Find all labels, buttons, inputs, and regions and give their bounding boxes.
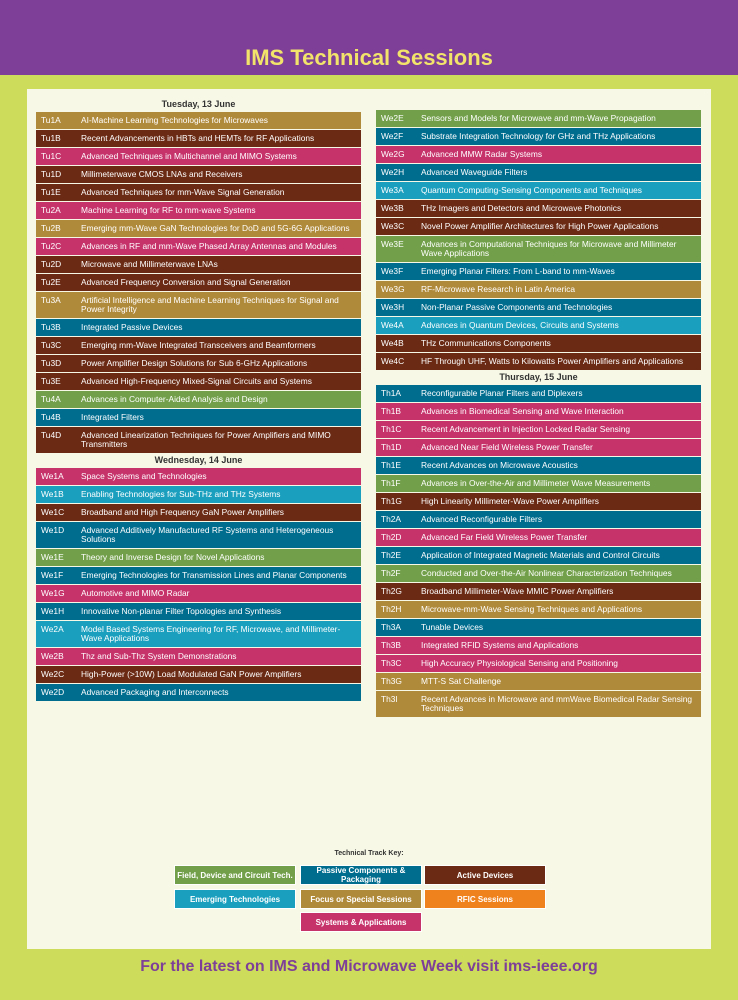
session-row bbox=[376, 691, 701, 717]
track-key-focus: Focus or Special Sessions bbox=[300, 889, 422, 909]
session-title: Enabling Technologies for Sub-THz and THz Systems bbox=[81, 489, 281, 499]
session-title: HF Through UHF, Watts to Kilowatts Power Amplifiers and Applications bbox=[421, 356, 684, 366]
session-title: Emerging mm-Wave Integrated Transceivers and Beamformers bbox=[81, 340, 316, 350]
session-title: Recent Advancements in HBTs and HEMTs for RF Applications bbox=[81, 133, 315, 143]
session-code: We4C bbox=[381, 356, 405, 366]
session-code: Tu1D bbox=[41, 169, 62, 179]
session-row bbox=[36, 355, 361, 372]
session-code: We2D bbox=[41, 687, 65, 697]
session-title: Reconfigurable Planar Filters and Diplexers bbox=[421, 388, 583, 398]
session-title: Thz and Sub-Thz System Demonstrations bbox=[81, 651, 237, 661]
session-row bbox=[376, 403, 701, 420]
session-code: Th1B bbox=[381, 406, 402, 416]
session-row bbox=[36, 220, 361, 237]
session-row bbox=[376, 182, 701, 199]
session-row bbox=[36, 648, 361, 665]
session-row bbox=[376, 601, 701, 618]
session-title: Conducted and Over-the-Air Nonlinear Characterization Techniques bbox=[421, 568, 672, 578]
session-code: Th1A bbox=[381, 388, 402, 398]
session-code: Th3A bbox=[381, 622, 402, 632]
session-code: We1A bbox=[41, 471, 64, 481]
session-row bbox=[36, 202, 361, 219]
session-row bbox=[36, 130, 361, 147]
session-title: Sensors and Models for Microwave and mm-Wave Propagation bbox=[421, 113, 656, 123]
session-row bbox=[36, 391, 361, 408]
session-title: Integrated RFID Systems and Applications bbox=[421, 640, 579, 650]
session-code: We4B bbox=[381, 338, 404, 348]
track-key-title: Technical Track Key: bbox=[334, 850, 404, 857]
track-key-rfic: RFIC Sessions bbox=[424, 889, 546, 909]
session-title: High Linearity Millimeter-Wave Power Amplifiers bbox=[421, 496, 599, 506]
session-code: We2F bbox=[381, 131, 404, 141]
session-title: Advances in Computer-Aided Analysis and Design bbox=[81, 394, 268, 404]
session-row bbox=[376, 583, 701, 600]
session-row bbox=[36, 684, 361, 701]
session-title: Integrated Filters bbox=[81, 412, 144, 422]
session-code: We3H bbox=[381, 302, 405, 312]
session-row bbox=[376, 281, 701, 298]
session-row bbox=[376, 110, 701, 127]
session-code: We3A bbox=[381, 185, 404, 195]
session-row bbox=[376, 164, 701, 181]
session-code: Tu2E bbox=[41, 277, 61, 287]
session-row bbox=[376, 619, 701, 636]
session-code: Tu3D bbox=[41, 358, 62, 368]
session-row bbox=[376, 565, 701, 582]
session-row bbox=[376, 128, 701, 145]
session-title: Advanced Far Field Wireless Power Transfer bbox=[421, 532, 588, 542]
session-code: We4A bbox=[381, 320, 404, 330]
session-title: Advanced Near Field Wireless Power Transfer bbox=[421, 442, 593, 452]
session-title: Advances in Over-the-Air and Millimeter Wave Measurements bbox=[421, 478, 651, 488]
session-title: Microwave and Millimeterwave LNAs bbox=[81, 259, 218, 269]
session-row bbox=[376, 263, 701, 280]
session-code: We1E bbox=[41, 552, 64, 562]
session-code: Th2G bbox=[381, 586, 402, 596]
session-title: Recent Advancement in Injection Locked Radar Sensing bbox=[421, 424, 631, 434]
session-row bbox=[36, 427, 361, 453]
session-row bbox=[36, 409, 361, 426]
session-code: We1F bbox=[41, 570, 64, 580]
session-title: Advanced Techniques in Multichannel and MIMO Systems bbox=[81, 151, 297, 161]
session-row bbox=[376, 637, 701, 654]
session-code: Tu3B bbox=[41, 322, 61, 332]
session-title: MTT-S Sat Challenge bbox=[421, 676, 502, 686]
session-row bbox=[376, 421, 701, 438]
session-code: Tu3C bbox=[41, 340, 62, 350]
session-title: Space Systems and Technologies bbox=[81, 471, 207, 481]
session-title: High-Power (>10W) Load Modulated GaN Power Amplifiers bbox=[81, 669, 302, 679]
session-title: Automotive and MIMO Radar bbox=[81, 588, 190, 598]
session-row bbox=[36, 184, 361, 201]
session-title: Tunable Devices bbox=[421, 622, 484, 632]
session-code: Tu4A bbox=[41, 394, 61, 404]
session-row bbox=[36, 585, 361, 602]
session-code: We2G bbox=[381, 149, 405, 159]
session-code: Tu1A bbox=[41, 115, 61, 125]
session-title: Advanced Linearization Techniques for Power Amplifiers and MIMO Transmitters bbox=[81, 430, 331, 449]
session-code: Tu3A bbox=[41, 295, 61, 305]
session-code: Th2E bbox=[381, 550, 402, 560]
session-code: Tu2D bbox=[41, 259, 62, 269]
session-row bbox=[36, 256, 361, 273]
right-column bbox=[376, 110, 701, 718]
session-code: Tu4D bbox=[41, 430, 62, 440]
session-title: Quantum Computing-Sensing Components and Techniques bbox=[421, 185, 642, 195]
left-column bbox=[36, 97, 361, 702]
session-row bbox=[376, 317, 701, 334]
session-title: Advanced Techniques for mm-Wave Signal Generation bbox=[81, 187, 285, 197]
session-code: Tu2C bbox=[41, 241, 62, 251]
day-header: Wednesday, 14 June bbox=[154, 455, 243, 465]
session-code: Th2A bbox=[381, 514, 402, 524]
session-title: Artificial Intelligence and Machine Learning Techniques for Signal and Power Integrity bbox=[81, 295, 339, 314]
track-key-passive: Passive Components & Packaging bbox=[300, 865, 422, 885]
day-header: Thursday, 15 June bbox=[499, 372, 578, 382]
session-row bbox=[376, 385, 701, 402]
session-title: Novel Power Amplifier Architectures for High Power Applications bbox=[421, 221, 659, 231]
session-code: Th1F bbox=[381, 478, 401, 488]
session-title: Advanced Reconfigurable Filters bbox=[421, 514, 543, 524]
session-title: Model Based Systems Engineering for RF, Microwave, and Millimeter-Wave Applications bbox=[81, 624, 341, 643]
session-title: Advances in Computational Techniques for Microwave and Millimeter Wave Applications bbox=[421, 239, 677, 258]
session-code: Tu4B bbox=[41, 412, 61, 422]
session-code: Th1E bbox=[381, 460, 402, 470]
page-title: IMS Technical Sessions bbox=[0, 43, 738, 75]
sessions-panel bbox=[27, 89, 711, 949]
session-code: Tu2A bbox=[41, 205, 61, 215]
session-title: High Accuracy Physiological Sensing and Positioning bbox=[421, 658, 618, 668]
session-title: Substrate Integration Technology for GHz and THz Applications bbox=[421, 131, 656, 141]
session-row bbox=[36, 319, 361, 336]
session-title: Innovative Non-planar Filter Topologies and Synthesis bbox=[81, 606, 282, 616]
session-title: Advances in Quantum Devices, Circuits and Systems bbox=[421, 320, 619, 330]
session-row bbox=[36, 603, 361, 620]
session-row bbox=[376, 547, 701, 564]
session-code: We1H bbox=[41, 606, 65, 616]
session-code: Tu2B bbox=[41, 223, 61, 233]
session-row bbox=[376, 457, 701, 474]
session-title: Millimeterwave CMOS LNAs and Receivers bbox=[81, 169, 243, 179]
session-title: Non-Planar Passive Components and Technologies bbox=[421, 302, 613, 312]
session-title: Emerging Planar Filters: From L-band to mm-Waves bbox=[421, 266, 615, 276]
session-code: We3G bbox=[381, 284, 405, 294]
track-key-active: Active Devices bbox=[424, 865, 546, 885]
session-row bbox=[36, 166, 361, 183]
session-code: Th2H bbox=[381, 604, 402, 614]
session-code: Tu1C bbox=[41, 151, 62, 161]
session-code: Th3G bbox=[381, 676, 402, 686]
session-code: Tu1E bbox=[41, 187, 61, 197]
track-key-field: Field, Device and Circuit Tech. bbox=[174, 865, 296, 885]
session-row bbox=[376, 511, 701, 528]
session-row bbox=[376, 529, 701, 546]
session-code: We2E bbox=[381, 113, 404, 123]
session-title: Advanced Frequency Conversion and Signal Generation bbox=[81, 277, 291, 287]
session-title: THz Imagers and Detectors and Microwave Photonics bbox=[421, 203, 622, 213]
session-row bbox=[36, 504, 361, 521]
session-row bbox=[376, 335, 701, 352]
session-title: Theory and Inverse Design for Novel Applications bbox=[81, 552, 265, 562]
session-title: Emerging mm-Wave GaN Technologies for DoD and 5G-6G Applications bbox=[81, 223, 350, 233]
top-banner bbox=[0, 0, 738, 43]
track-key-systems: Systems & Applications bbox=[300, 912, 422, 932]
session-row bbox=[36, 373, 361, 390]
session-row bbox=[376, 655, 701, 672]
session-title: Advanced Additively Manufactured RF Systems and Heterogeneous Solutions bbox=[81, 525, 334, 544]
session-title: Emerging Technologies for Transmission Lines and Planar Components bbox=[81, 570, 347, 580]
session-row bbox=[36, 148, 361, 165]
session-title: Microwave-mm-Wave Sensing Techniques and Applications bbox=[421, 604, 643, 614]
session-row bbox=[376, 475, 701, 492]
session-row bbox=[36, 238, 361, 255]
session-row bbox=[376, 218, 701, 235]
session-title: Integrated Passive Devices bbox=[81, 322, 183, 332]
session-title: Advances in Biomedical Sensing and Wave Interaction bbox=[421, 406, 624, 416]
session-row bbox=[376, 673, 701, 690]
session-title: Advanced Waveguide Filters bbox=[421, 167, 528, 177]
session-title: THz Communications Components bbox=[421, 338, 551, 348]
session-code: We3C bbox=[381, 221, 405, 231]
session-row bbox=[376, 236, 701, 262]
session-code: We1D bbox=[41, 525, 65, 535]
session-row bbox=[36, 486, 361, 503]
session-row bbox=[36, 621, 361, 647]
session-row bbox=[36, 112, 361, 129]
session-title: Advanced MMW Radar Systems bbox=[421, 149, 543, 159]
session-code: Th2D bbox=[381, 532, 402, 542]
session-code: We3E bbox=[381, 239, 404, 249]
session-row bbox=[376, 146, 701, 163]
session-row bbox=[376, 200, 701, 217]
session-code: We3B bbox=[381, 203, 404, 213]
session-row bbox=[376, 493, 701, 510]
session-row bbox=[36, 522, 361, 548]
session-code: We2C bbox=[41, 669, 65, 679]
session-code: We1G bbox=[41, 588, 65, 598]
session-row bbox=[36, 292, 361, 318]
session-title: AI-Machine Learning Technologies for Microwaves bbox=[81, 115, 268, 125]
session-code: Th3C bbox=[381, 658, 402, 668]
session-code: We2H bbox=[381, 167, 405, 177]
session-code: Th1G bbox=[381, 496, 402, 506]
session-title: Advanced Packaging and Interconnects bbox=[81, 687, 229, 697]
session-row bbox=[376, 353, 701, 370]
footer-text: For the latest on IMS and Microwave Week visit ims-ieee.org bbox=[140, 958, 598, 975]
session-title: Power Amplifier Design Solutions for Sub 6-GHz Applications bbox=[81, 358, 308, 368]
session-title: Machine Learning for RF to mm-wave Systems bbox=[81, 205, 256, 215]
session-title: Recent Advances on Microwave Acoustics bbox=[421, 460, 578, 470]
session-row bbox=[36, 274, 361, 291]
session-title: Broadband Millimeter-Wave MMIC Power Amplifiers bbox=[421, 586, 614, 596]
session-row bbox=[36, 468, 361, 485]
session-row bbox=[36, 337, 361, 354]
session-code: Tu1B bbox=[41, 133, 61, 143]
session-code: We2B bbox=[41, 651, 64, 661]
session-row bbox=[376, 439, 701, 456]
session-code: Th2F bbox=[381, 568, 401, 578]
session-code: We3F bbox=[381, 266, 404, 276]
session-title: Application of Integrated Magnetic Materials and Control Circuits bbox=[421, 550, 660, 560]
session-title: Advances in RF and mm-Wave Phased Array Antennas and Modules bbox=[81, 241, 337, 251]
session-row bbox=[376, 299, 701, 316]
session-code: We2A bbox=[41, 624, 64, 634]
session-code: We1B bbox=[41, 489, 64, 499]
session-code: Th3I bbox=[381, 694, 398, 704]
track-key-emerging: Emerging Technologies bbox=[174, 889, 296, 909]
day-header: Tuesday, 13 June bbox=[161, 99, 236, 109]
session-title: Broadband and High Frequency GaN Power Amplifiers bbox=[81, 507, 284, 517]
session-row bbox=[36, 567, 361, 584]
session-row bbox=[36, 666, 361, 683]
session-code: Tu3E bbox=[41, 376, 61, 386]
session-row bbox=[36, 549, 361, 566]
session-title: Advanced High-Frequency Mixed-Signal Circuits and Systems bbox=[81, 376, 312, 386]
session-code: We1C bbox=[41, 507, 65, 517]
session-title: RF-Microwave Research in Latin America bbox=[421, 284, 576, 294]
session-code: Th1D bbox=[381, 442, 402, 452]
session-title: Recent Advances in Microwave and mmWave Biomedical Radar Sensing Techniques bbox=[421, 694, 693, 713]
session-code: Th1C bbox=[381, 424, 402, 434]
session-code: Th3B bbox=[381, 640, 402, 650]
